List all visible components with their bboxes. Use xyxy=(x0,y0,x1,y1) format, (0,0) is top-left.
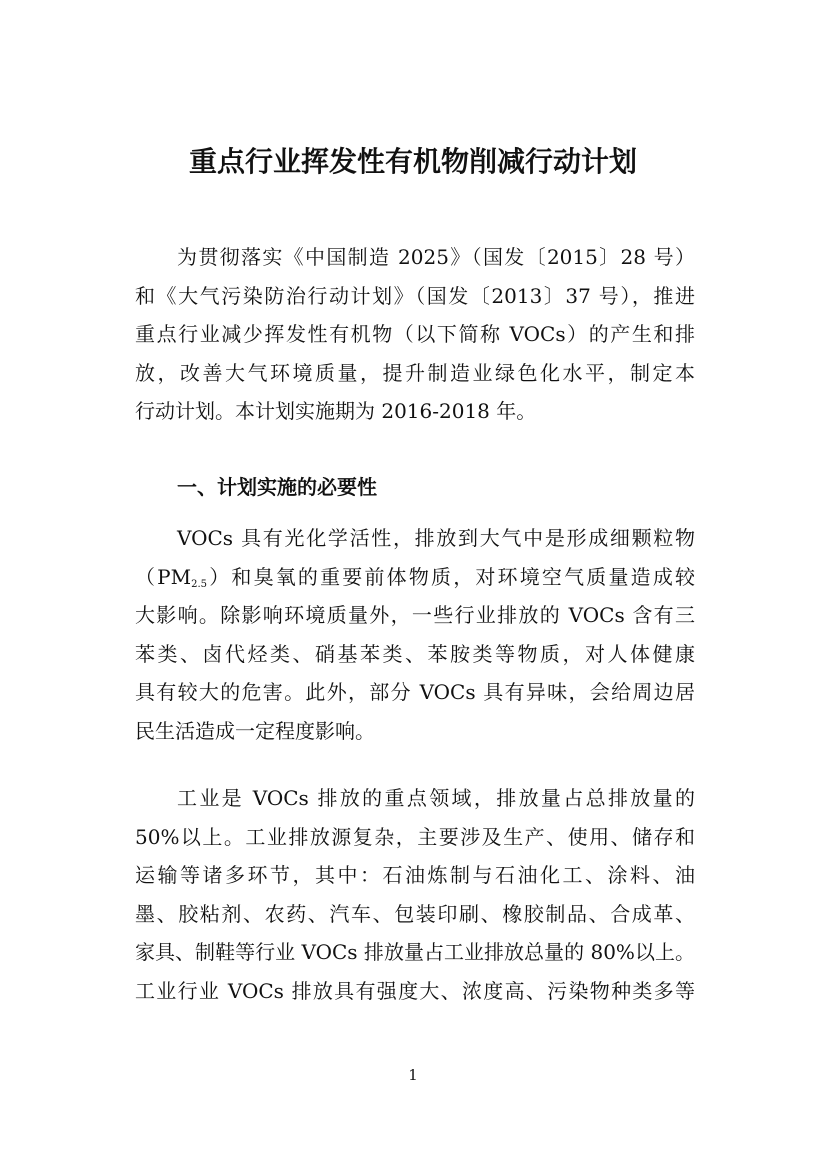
paragraph-line: 大影响。除影响环境质量外，一些行业排放的 VOCs 含有三 xyxy=(135,603,695,628)
paragraph-line: 具有较大的危害。此外，部分 VOCs 具有异味，会给周边居 xyxy=(135,680,695,705)
paragraph-line: 家具、制鞋等行业 VOCs 排放量占工业排放总量的 80%以上。 xyxy=(135,940,695,965)
paragraph-line: 50%以上。工业排放源复杂，主要涉及生产、使用、储存和 xyxy=(135,824,695,849)
paragraph-line: 为贯彻落实《中国制造 2025》（国发〔2015〕28 号） xyxy=(177,245,695,269)
paragraph-line: 重点行业减少挥发性有机物（以下简称 VOCs）的产生和排 xyxy=(135,322,695,347)
document-title: 重点行业挥发性有机物削减行动计划 xyxy=(188,145,637,178)
paragraph-line: 行动计划。本计划实施期为 2016-2018 年。 xyxy=(135,399,537,424)
paragraph-line: 墨、胶粘剂、农药、汽车、包装印刷、橡胶制品、合成革、 xyxy=(135,901,695,926)
intro-paragraph xyxy=(135,238,695,431)
paragraph-line: 和《大气污染防治行动计划》（国发〔2013〕37 号），推进 xyxy=(135,283,695,308)
paragraph-text: ）和臭氧的重要前体物质，对环境空气质量造成较 xyxy=(207,564,696,589)
paragraph-line: 运输等诸多环节，其中：石油炼制与石油化工、涂料、油 xyxy=(135,863,695,888)
paragraph-line: 放，改善大气环境质量，提升制造业绿色化水平，制定本 xyxy=(135,360,695,385)
paragraph-line: 苯类、卤代烃类、硝基苯类、苯胺类等物质，对人体健康 xyxy=(135,641,695,666)
paragraph-line: VOCs 具有光化学活性，排放到大气中是形成细颗粒物 xyxy=(177,526,695,550)
paragraph-line: 工业行业 VOCs 排放具有强度大、浓度高、污染物种类多等 xyxy=(135,978,695,1003)
section1-paragraph-1 xyxy=(135,519,695,751)
paragraph-line xyxy=(135,558,695,597)
paragraph-line: 民生活造成一定程度影响。 xyxy=(135,718,375,743)
section-heading: 一、计划实施的必要性 xyxy=(177,475,377,499)
paragraph-line: 工业是 VOCs 排放的重点领域，排放量占总排放量的 xyxy=(177,786,695,810)
section1-paragraph-2 xyxy=(135,779,695,1011)
pm-subscript: 2.5 xyxy=(191,578,208,590)
pm-label: （PM xyxy=(135,564,192,589)
page-number: 1 xyxy=(408,1066,418,1084)
